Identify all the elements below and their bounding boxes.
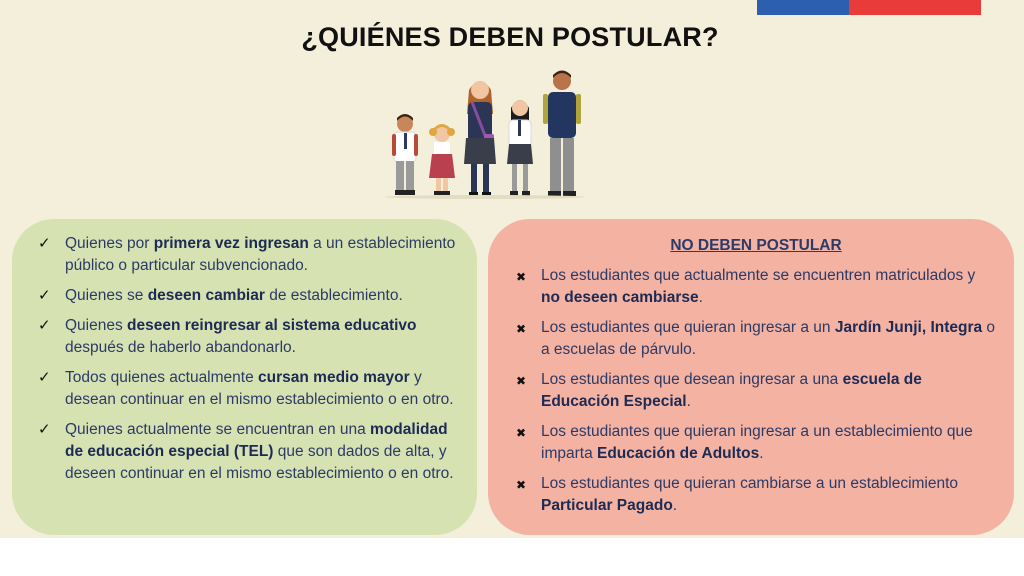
item-text: .: [759, 445, 764, 462]
item-text: a un establecimiento público o particular subvencionado.: [65, 235, 456, 274]
teen-boy-figure: [543, 71, 581, 197]
item-text: después de haberlo abandonarlo.: [65, 339, 296, 356]
bold-text: Particular Pagado: [541, 497, 673, 514]
flag-blue-bar: [757, 0, 849, 15]
list-item: [516, 317, 996, 361]
item-text: Los estudiantes que quieran ingresar a un establecimiento que imparta: [541, 423, 973, 462]
item-text: .: [698, 289, 703, 306]
list-item: [38, 285, 457, 307]
deben-list: [38, 233, 457, 485]
item-text: o a escuelas de párvulo.: [541, 319, 996, 358]
check-icon: ✓: [38, 369, 51, 386]
list-item: [516, 473, 996, 517]
item-text: .: [686, 393, 691, 410]
item-text: que son dados de alta, y deseen continuar en el mismo establecimiento o en otro.: [65, 443, 454, 482]
item-text: y desean continuar en el mismo establecimiento o en otro.: [65, 369, 454, 408]
item-text: Los estudiantes que actualmente se encuentren matriculados y: [541, 267, 976, 284]
list-item: [38, 367, 457, 411]
bold-text: deseen cambiar: [147, 287, 265, 304]
boy-figure: [392, 114, 418, 195]
item-text: Quienes actualmente se encuentran en una: [65, 421, 371, 438]
item-text: .: [672, 497, 678, 514]
item-text: Todos quienes actualmente: [65, 369, 259, 386]
list-item: [38, 233, 457, 277]
item-text: de establecimiento.: [264, 287, 403, 304]
bold-text: no deseen cambiarse: [541, 289, 699, 306]
item-text: Quienes: [65, 317, 128, 334]
item-text: Quienes se: [65, 287, 148, 304]
list-item: [38, 315, 457, 359]
item-text: Los estudiantes que quieran ingresar a un: [541, 319, 835, 336]
item-text: Los estudiantes que desean ingresar a una: [541, 371, 843, 388]
cross-icon: ✖: [516, 478, 527, 492]
list-item: [38, 419, 457, 485]
no-deben-heading: NO DEBEN POSTULAR: [670, 237, 842, 254]
bold-text: escuela de Educación Especial: [541, 371, 922, 410]
cross-icon: ✖: [516, 426, 527, 440]
students-group-illustration: [380, 68, 595, 200]
check-icon: ✓: [38, 421, 51, 438]
bold-text: modalidad de educación especial (TEL): [65, 421, 448, 460]
bold-text: cursan medio mayor: [258, 369, 410, 386]
list-item: [516, 421, 996, 465]
cross-icon: ✖: [516, 374, 527, 388]
bold-text: Educación de Adultos: [597, 445, 760, 462]
teen-girl-figure: [464, 81, 496, 196]
flag-red-bar: [849, 0, 981, 15]
check-icon: ✓: [38, 235, 51, 252]
check-icon: ✓: [38, 317, 51, 334]
girl-figure: [429, 124, 455, 195]
list-item: [516, 265, 996, 309]
no-deben-list: [516, 265, 996, 517]
item-text: Quienes por: [65, 235, 154, 252]
item-text: Los estudiantes que quieran cambiarse a un establecimiento: [541, 475, 959, 492]
student-girl-figure: [507, 100, 533, 196]
no-deben-postular-panel: [488, 219, 1014, 535]
cross-icon: ✖: [516, 322, 527, 336]
bold-text: primera vez ingresan: [153, 235, 309, 252]
bold-text: Jardín Junji, Integra: [834, 319, 983, 336]
deben-postular-panel: [12, 219, 477, 535]
list-item: [516, 369, 996, 413]
check-icon: ✓: [38, 287, 51, 304]
cross-icon: ✖: [516, 270, 527, 284]
page-title: ¿QUIÉNES DEBEN POSTULAR?: [301, 22, 719, 52]
bold-text: deseen reingresar al sistema educativo: [127, 317, 417, 334]
